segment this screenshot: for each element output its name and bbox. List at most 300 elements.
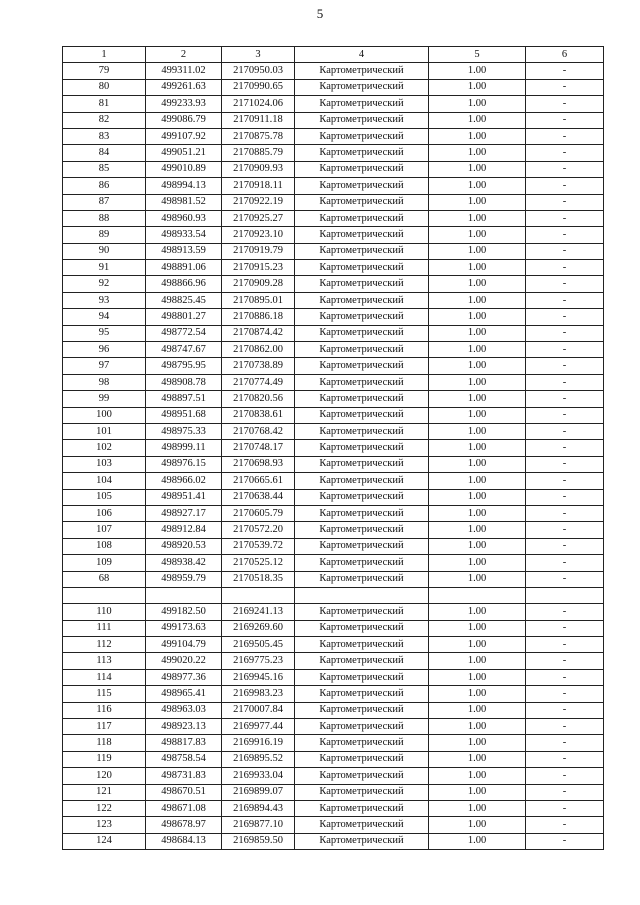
- table-cell: 2169895.52: [222, 751, 295, 767]
- table-cell: 499104.79: [146, 637, 222, 653]
- table-cell: 2170748.17: [222, 440, 295, 456]
- table-cell: -: [526, 374, 604, 390]
- table-cell: Картометрический: [295, 538, 429, 554]
- table-cell: 113: [63, 653, 146, 669]
- table-cell: 2170862.00: [222, 342, 295, 358]
- table-cell: 93: [63, 292, 146, 308]
- table-cell: -: [526, 751, 604, 767]
- table-cell: 1.00: [429, 817, 526, 833]
- table-cell: 498923.13: [146, 719, 222, 735]
- table-row: [63, 145, 604, 161]
- table-cell: 2170638.44: [222, 489, 295, 505]
- table-row: [63, 669, 604, 685]
- table-row: [63, 128, 604, 144]
- table-row: [63, 292, 604, 308]
- table-cell: -: [526, 276, 604, 292]
- table-cell: 85: [63, 161, 146, 177]
- table-cell: 2170909.93: [222, 161, 295, 177]
- table-cell: 498981.52: [146, 194, 222, 210]
- table-cell: -: [526, 342, 604, 358]
- table-cell: 1.00: [429, 522, 526, 538]
- table-cell: -: [526, 637, 604, 653]
- coordinates-table: [62, 46, 604, 850]
- table-row: [63, 210, 604, 226]
- table-cell: -: [526, 456, 604, 472]
- page-number: 5: [316, 6, 324, 21]
- table-cell: 2170768.42: [222, 423, 295, 439]
- table-cell: 498927.17: [146, 505, 222, 521]
- table-cell: Картометрический: [295, 784, 429, 800]
- table-row: [63, 571, 604, 587]
- table-cell: 2170922.19: [222, 194, 295, 210]
- table-cell: 1.00: [429, 735, 526, 751]
- table-cell: Картометрический: [295, 178, 429, 194]
- table-cell: Картометрический: [295, 210, 429, 226]
- table-cell: -: [526, 63, 604, 79]
- table-row: [63, 735, 604, 751]
- table-cell: 1.00: [429, 374, 526, 390]
- table-cell: 498912.84: [146, 522, 222, 538]
- table-cell: Картометрический: [295, 342, 429, 358]
- table-cell: 105: [63, 489, 146, 505]
- table-cell: Картометрический: [295, 227, 429, 243]
- table-cell: -: [526, 653, 604, 669]
- table-cell: 119: [63, 751, 146, 767]
- table-cell: Картометрический: [295, 735, 429, 751]
- table-cell: 2169859.50: [222, 833, 295, 849]
- table-cell: -: [526, 538, 604, 554]
- table-cell: Картометрический: [295, 555, 429, 571]
- table-cell: 499010.89: [146, 161, 222, 177]
- table-cell: 1.00: [429, 194, 526, 210]
- table-cell: [295, 587, 429, 603]
- table-cell: 106: [63, 505, 146, 521]
- table-cell: 498999.11: [146, 440, 222, 456]
- table-cell: 1.00: [429, 440, 526, 456]
- table-row: [63, 112, 604, 128]
- table-row: [63, 653, 604, 669]
- table-cell: Картометрический: [295, 423, 429, 439]
- table-cell: -: [526, 325, 604, 341]
- table-cell: 2170918.11: [222, 178, 295, 194]
- table-cell: 498966.02: [146, 473, 222, 489]
- table-cell: 1.00: [429, 227, 526, 243]
- table-cell: Картометрический: [295, 653, 429, 669]
- table-cell: 498891.06: [146, 260, 222, 276]
- table-cell: 2170950.03: [222, 63, 295, 79]
- table-cell: 103: [63, 456, 146, 472]
- table-cell: 1.00: [429, 620, 526, 636]
- table-cell: Картометрический: [295, 325, 429, 341]
- table-cell: 498976.15: [146, 456, 222, 472]
- table-cell: -: [526, 407, 604, 423]
- table-cell: 1.00: [429, 96, 526, 112]
- table-cell: Картометрический: [295, 505, 429, 521]
- table-cell: Картометрический: [295, 489, 429, 505]
- table-row: [63, 587, 604, 603]
- table-cell: 124: [63, 833, 146, 849]
- table-cell: 2170990.65: [222, 79, 295, 95]
- table-cell: -: [526, 210, 604, 226]
- table-row: [63, 423, 604, 439]
- table-cell: 87: [63, 194, 146, 210]
- table-cell: 1.00: [429, 702, 526, 718]
- table-cell: 2169877.10: [222, 817, 295, 833]
- table-cell: 1.00: [429, 309, 526, 325]
- table-cell: Картометрический: [295, 276, 429, 292]
- table-cell: 1.00: [429, 161, 526, 177]
- header-cell: 4: [295, 47, 429, 63]
- table-cell: Картометрический: [295, 473, 429, 489]
- table-cell: 1.00: [429, 719, 526, 735]
- table-cell: 1.00: [429, 637, 526, 653]
- table-cell: -: [526, 79, 604, 95]
- table-cell: 498670.51: [146, 784, 222, 800]
- table-cell: 1.00: [429, 243, 526, 259]
- table-cell: -: [526, 489, 604, 505]
- table-row: [63, 473, 604, 489]
- table-cell: Картометрический: [295, 260, 429, 276]
- table-cell: Картометрический: [295, 456, 429, 472]
- table-cell: 1.00: [429, 145, 526, 161]
- table-cell: 498913.59: [146, 243, 222, 259]
- table-cell: 2169977.44: [222, 719, 295, 735]
- table-cell: 1.00: [429, 489, 526, 505]
- table-cell: 2170911.18: [222, 112, 295, 128]
- table-cell: 122: [63, 800, 146, 816]
- table-row: [63, 751, 604, 767]
- table-cell: 81: [63, 96, 146, 112]
- table-cell: -: [526, 227, 604, 243]
- table-cell: -: [526, 112, 604, 128]
- table-cell: -: [526, 96, 604, 112]
- table-cell: 1.00: [429, 653, 526, 669]
- table-cell: 1.00: [429, 768, 526, 784]
- table-cell: -: [526, 391, 604, 407]
- table-cell: 2171024.06: [222, 96, 295, 112]
- table-cell: 89: [63, 227, 146, 243]
- table-cell: 82: [63, 112, 146, 128]
- table-cell: 498960.93: [146, 210, 222, 226]
- table-cell: 498866.96: [146, 276, 222, 292]
- table-cell: 100: [63, 407, 146, 423]
- table-cell: 2169505.45: [222, 637, 295, 653]
- table-cell: 83: [63, 128, 146, 144]
- table-cell: 2170820.56: [222, 391, 295, 407]
- table-cell: Картометрический: [295, 702, 429, 718]
- table-row: [63, 620, 604, 636]
- table-row: [63, 260, 604, 276]
- table-cell: 115: [63, 686, 146, 702]
- table-cell: 88: [63, 210, 146, 226]
- table-row: [63, 719, 604, 735]
- header-cell: 1: [63, 47, 146, 63]
- table-cell: Картометрический: [295, 358, 429, 374]
- table-cell: 110: [63, 604, 146, 620]
- table-cell: 2169983.23: [222, 686, 295, 702]
- table-cell: 1.00: [429, 276, 526, 292]
- table-cell: 97: [63, 358, 146, 374]
- table-cell: 498817.83: [146, 735, 222, 751]
- table-cell: 498678.97: [146, 817, 222, 833]
- table-cell: 116: [63, 702, 146, 718]
- table-cell: -: [526, 800, 604, 816]
- table-row: [63, 325, 604, 341]
- table-row: [63, 538, 604, 554]
- table-cell: [526, 587, 604, 603]
- table-cell: 498975.33: [146, 423, 222, 439]
- table-cell: 498951.41: [146, 489, 222, 505]
- table-cell: 121: [63, 784, 146, 800]
- table-cell: -: [526, 702, 604, 718]
- table-cell: 1.00: [429, 391, 526, 407]
- table-cell: [63, 587, 146, 603]
- header-row: [63, 47, 604, 63]
- table-cell: 2170874.42: [222, 325, 295, 341]
- header-cell: 3: [222, 47, 295, 63]
- table-cell: 1.00: [429, 260, 526, 276]
- table-cell: -: [526, 620, 604, 636]
- table-cell: Картометрический: [295, 374, 429, 390]
- table-cell: Картометрический: [295, 686, 429, 702]
- table-cell: Картометрический: [295, 604, 429, 620]
- table-cell: Картометрический: [295, 79, 429, 95]
- table-cell: -: [526, 686, 604, 702]
- table-row: [63, 79, 604, 95]
- table-row: [63, 407, 604, 423]
- table-cell: 499311.02: [146, 63, 222, 79]
- table-cell: 112: [63, 637, 146, 653]
- table-cell: 1.00: [429, 538, 526, 554]
- table-row: [63, 702, 604, 718]
- table-row: [63, 178, 604, 194]
- table-cell: -: [526, 522, 604, 538]
- table-body: [63, 63, 604, 850]
- table-cell: Картометрический: [295, 768, 429, 784]
- table-row: [63, 456, 604, 472]
- table-cell: 96: [63, 342, 146, 358]
- table-cell: 1.00: [429, 292, 526, 308]
- table-cell: 2169775.23: [222, 653, 295, 669]
- table-cell: 1.00: [429, 604, 526, 620]
- table-cell: 2170665.61: [222, 473, 295, 489]
- table-cell: -: [526, 440, 604, 456]
- table-cell: -: [526, 833, 604, 849]
- table-cell: 498994.13: [146, 178, 222, 194]
- table-cell: 101: [63, 423, 146, 439]
- table-cell: 2170539.72: [222, 538, 295, 554]
- table-cell: 498731.83: [146, 768, 222, 784]
- table-row: [63, 161, 604, 177]
- table-cell: 1.00: [429, 407, 526, 423]
- table-row: [63, 817, 604, 833]
- table-cell: 2170875.78: [222, 128, 295, 144]
- table-cell: 99: [63, 391, 146, 407]
- table-cell: 1.00: [429, 423, 526, 439]
- table-row: [63, 227, 604, 243]
- table-cell: 114: [63, 669, 146, 685]
- table-cell: 498897.51: [146, 391, 222, 407]
- table-cell: -: [526, 571, 604, 587]
- table-cell: 79: [63, 63, 146, 79]
- table-row: [63, 374, 604, 390]
- table-cell: 111: [63, 620, 146, 636]
- table-row: [63, 194, 604, 210]
- table-cell: 1.00: [429, 784, 526, 800]
- table-cell: Картометрический: [295, 128, 429, 144]
- table-cell: 1.00: [429, 456, 526, 472]
- table-cell: [222, 587, 295, 603]
- table-cell: 1.00: [429, 112, 526, 128]
- table-cell: -: [526, 243, 604, 259]
- table-cell: Картометрический: [295, 407, 429, 423]
- table-cell: 498965.41: [146, 686, 222, 702]
- table-row: [63, 309, 604, 325]
- table-cell: 2170919.79: [222, 243, 295, 259]
- table-cell: -: [526, 555, 604, 571]
- table-cell: 1.00: [429, 79, 526, 95]
- table-header: [63, 47, 604, 63]
- table-cell: 2169269.60: [222, 620, 295, 636]
- table-cell: 2170738.89: [222, 358, 295, 374]
- table-row: [63, 96, 604, 112]
- table-cell: 1.00: [429, 210, 526, 226]
- table-cell: Картометрический: [295, 637, 429, 653]
- table-cell: 498825.45: [146, 292, 222, 308]
- table-row: [63, 522, 604, 538]
- table-cell: 86: [63, 178, 146, 194]
- table-cell: -: [526, 309, 604, 325]
- table-cell: 2170518.35: [222, 571, 295, 587]
- table-cell: -: [526, 505, 604, 521]
- table-cell: Картометрический: [295, 440, 429, 456]
- table-cell: 2170895.01: [222, 292, 295, 308]
- table-row: [63, 768, 604, 784]
- table-cell: 102: [63, 440, 146, 456]
- table-cell: 498684.13: [146, 833, 222, 849]
- table-cell: 107: [63, 522, 146, 538]
- table-row: [63, 243, 604, 259]
- table-cell: 2170605.79: [222, 505, 295, 521]
- table-cell: 499051.21: [146, 145, 222, 161]
- table-cell: 1.00: [429, 751, 526, 767]
- table-row: [63, 391, 604, 407]
- table-cell: 499107.92: [146, 128, 222, 144]
- table-cell: 1.00: [429, 358, 526, 374]
- table-cell: 2169241.13: [222, 604, 295, 620]
- table-cell: 498747.67: [146, 342, 222, 358]
- table-cell: -: [526, 784, 604, 800]
- table-cell: 2170572.20: [222, 522, 295, 538]
- table-cell: 498938.42: [146, 555, 222, 571]
- table-cell: 499020.22: [146, 653, 222, 669]
- table-cell: 1.00: [429, 63, 526, 79]
- table-cell: 499173.63: [146, 620, 222, 636]
- table-cell: 1.00: [429, 473, 526, 489]
- table-cell: -: [526, 604, 604, 620]
- table-cell: 104: [63, 473, 146, 489]
- table-cell: 2170525.12: [222, 555, 295, 571]
- table-cell: 94: [63, 309, 146, 325]
- table-cell: -: [526, 145, 604, 161]
- table-cell: 1.00: [429, 128, 526, 144]
- table-cell: 1.00: [429, 571, 526, 587]
- table-cell: 92: [63, 276, 146, 292]
- table-cell: Картометрический: [295, 145, 429, 161]
- table-cell: [146, 587, 222, 603]
- table-cell: -: [526, 817, 604, 833]
- table-cell: -: [526, 473, 604, 489]
- header-cell: 5: [429, 47, 526, 63]
- table-cell: 1.00: [429, 669, 526, 685]
- table-cell: 98: [63, 374, 146, 390]
- table-row: [63, 800, 604, 816]
- table-row: [63, 555, 604, 571]
- table-cell: 2170909.28: [222, 276, 295, 292]
- table-row: [63, 833, 604, 849]
- table-cell: Картометрический: [295, 817, 429, 833]
- table-cell: -: [526, 292, 604, 308]
- table-row: [63, 489, 604, 505]
- table-cell: Картометрический: [295, 800, 429, 816]
- table-cell: 2169945.16: [222, 669, 295, 685]
- table-row: [63, 784, 604, 800]
- table-cell: 2170838.61: [222, 407, 295, 423]
- table-cell: Картометрический: [295, 63, 429, 79]
- table-cell: 498908.78: [146, 374, 222, 390]
- table-cell: Картометрический: [295, 833, 429, 849]
- header-cell: 2: [146, 47, 222, 63]
- table-cell: Картометрический: [295, 620, 429, 636]
- table-cell: 2169894.43: [222, 800, 295, 816]
- table-cell: 499182.50: [146, 604, 222, 620]
- table-cell: 80: [63, 79, 146, 95]
- table-cell: 2170007.84: [222, 702, 295, 718]
- table-cell: 2169933.04: [222, 768, 295, 784]
- table-cell: Картометрический: [295, 161, 429, 177]
- table-row: [63, 440, 604, 456]
- table-cell: -: [526, 260, 604, 276]
- table-cell: 2169916.19: [222, 735, 295, 751]
- table-cell: Картометрический: [295, 194, 429, 210]
- table-cell: 499261.63: [146, 79, 222, 95]
- table-cell: -: [526, 358, 604, 374]
- table-cell: 498801.27: [146, 309, 222, 325]
- table-cell: 2169899.07: [222, 784, 295, 800]
- table-cell: -: [526, 161, 604, 177]
- table-cell: 2170698.93: [222, 456, 295, 472]
- table-cell: 120: [63, 768, 146, 784]
- table-cell: 498920.53: [146, 538, 222, 554]
- table-row: [63, 63, 604, 79]
- table-cell: 2170886.18: [222, 309, 295, 325]
- table-cell: Картометрический: [295, 391, 429, 407]
- table-cell: 498963.03: [146, 702, 222, 718]
- table-cell: 1.00: [429, 555, 526, 571]
- table-cell: 117: [63, 719, 146, 735]
- table-cell: -: [526, 194, 604, 210]
- table-cell: -: [526, 669, 604, 685]
- table-cell: Картометрический: [295, 719, 429, 735]
- table-cell: 1.00: [429, 686, 526, 702]
- table-cell: -: [526, 423, 604, 439]
- table-cell: 499086.79: [146, 112, 222, 128]
- table-cell: 118: [63, 735, 146, 751]
- table-cell: -: [526, 735, 604, 751]
- table-cell: 2170915.23: [222, 260, 295, 276]
- table-cell: 95: [63, 325, 146, 341]
- table-cell: Картометрический: [295, 751, 429, 767]
